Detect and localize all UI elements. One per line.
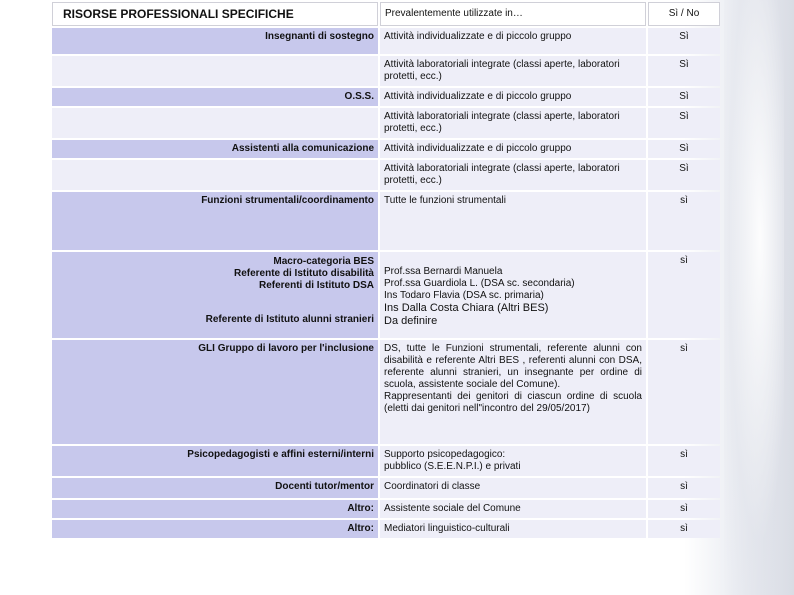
table-row: [52, 88, 720, 106]
row-desc: [380, 446, 646, 476]
bes-label-macro: Macro-categoria BES: [273, 256, 374, 267]
table-row: [52, 108, 720, 138]
row-desc-1: Supporto psicopedagogico:: [384, 449, 506, 460]
row-label: Funzioni strumentali/coordinamento: [52, 192, 378, 250]
bes-desc: [380, 252, 646, 338]
bes-desc-4: Ins Dalla Costa Chiara (Altri BES): [384, 302, 549, 314]
row-value: sì: [648, 520, 720, 538]
row-value: Sì: [648, 140, 720, 158]
table-row: [52, 500, 720, 518]
table-row: [52, 520, 720, 538]
table-row: [52, 192, 720, 250]
header-col3: Sì / No: [648, 2, 720, 26]
row-value: Sì: [648, 88, 720, 106]
row-desc: Attività laboratoriali integrate (classi aperte, laboratori protetti, ecc.): [380, 108, 646, 138]
resources-table: [50, 0, 722, 540]
row-value: Sì: [648, 160, 720, 190]
gli-label: GLI Gruppo di lavoro per l'inclusione: [52, 340, 378, 444]
table-row: [52, 446, 720, 476]
row-desc: Attività individualizzate e di piccolo gruppo: [380, 140, 646, 158]
bes-label-dsa: Referenti di Istituto DSA: [258, 280, 374, 291]
row-desc: Tutte le funzioni strumentali: [380, 192, 646, 250]
row-desc: Coordinatori di classe: [380, 478, 646, 498]
row-label: Altro:: [52, 500, 378, 518]
row-desc-2: pubblico (S.E.E.N.P.I.) e privati: [384, 461, 521, 472]
background-glow: [724, 0, 784, 595]
header-col1: RISORSE PROFESSIONALI SPECIFICHE: [52, 2, 378, 26]
bes-desc-5: Da definire: [384, 315, 438, 327]
table-row: [52, 140, 720, 158]
row-label: Assistenti alla comunicazione: [52, 140, 378, 158]
row-value: sì: [648, 446, 720, 476]
row-value: sì: [648, 192, 720, 250]
bes-desc-1: Prof.ssa Bernardi Manuela: [384, 266, 503, 277]
row-label: O.S.S.: [52, 88, 378, 106]
gli-desc-1: DS, tutte le Funzioni strumentali, referente alunni con disabilità e referente Altri BES , referenti alunni con DSA, referente alunni stranieri, un insegnante per ordine di scuola, assistente sociale del Comune).: [384, 343, 642, 390]
gli-desc-2: Rappresentanti dei genitori di ciascun ordine di scuola (eletti dai genitori nell"incontro del 29/05/2017): [384, 391, 642, 414]
row-label: Docenti tutor/mentor: [52, 478, 378, 498]
row-desc: Attività individualizzate e di piccolo gruppo: [380, 88, 646, 106]
row-value: Sì: [648, 108, 720, 138]
bes-desc-3: Ins Todaro Flavia (DSA sc. primaria): [384, 290, 544, 301]
bes-label-disabilita: Referente di Istituto disabilità: [233, 268, 374, 279]
table-row: [52, 56, 720, 86]
table-row: [52, 160, 720, 190]
row-desc: Attività individualizzate e di piccolo gruppo: [380, 28, 646, 54]
table-row: [52, 478, 720, 498]
row-desc: Attività laboratoriali integrate (classi aperte, laboratori protetti, ecc.): [380, 56, 646, 86]
gli-value: sì: [648, 340, 720, 444]
bes-desc-2: Prof.ssa Guardiola L. (DSA sc. secondaria): [384, 278, 575, 289]
row-label: Psicopedagogisti e affini esterni/interni: [52, 446, 378, 476]
gli-desc: [380, 340, 646, 444]
row-value: sì: [648, 500, 720, 518]
row-desc: Attività laboratoriali integrate (classi aperte, laboratori protetti, ecc.): [380, 160, 646, 190]
header-col2: Prevalentemente utilizzate in…: [380, 2, 646, 26]
row-label: [52, 108, 378, 138]
row-desc: Mediatori linguistico-culturali: [380, 520, 646, 538]
bes-row: [52, 252, 720, 338]
row-label: Altro:: [52, 520, 378, 538]
row-label: [52, 56, 378, 86]
row-label: Insegnanti di sostegno: [52, 28, 378, 54]
row-value: Sì: [648, 28, 720, 54]
table-header: [52, 2, 720, 26]
bes-label-stranieri: Referente di Istituto alunni stranieri: [205, 314, 374, 325]
bes-value: sì: [648, 252, 720, 338]
row-label: [52, 160, 378, 190]
table-row: [52, 28, 720, 54]
row-value: sì: [648, 478, 720, 498]
gli-row: [52, 340, 720, 444]
row-desc: Assistente sociale del Comune: [380, 500, 646, 518]
row-value: Sì: [648, 56, 720, 86]
bes-labels: [52, 252, 378, 338]
